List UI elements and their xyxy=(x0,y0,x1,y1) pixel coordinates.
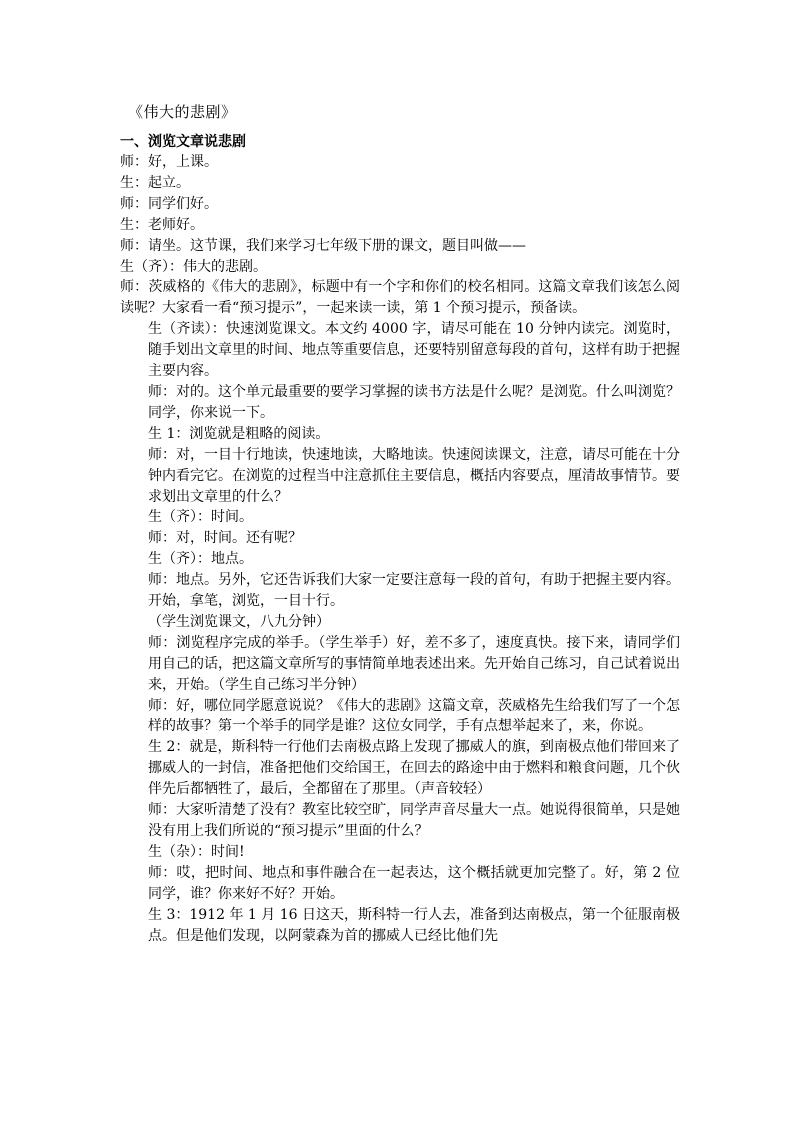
paragraph: 师：好，哪位同学愿意说说？《伟大的悲剧》这篇文章，茨威格先生给我们写了一个怎样的故事？第一个举手的同学是谁？这位女同学，手有点想举起来了，来，你说。 xyxy=(148,697,680,735)
paragraph: 师：对，时间。还有呢？ xyxy=(148,530,302,547)
dialogue-text xyxy=(120,152,680,946)
paragraph: 生（齐）：伟大的悲剧。 xyxy=(120,258,267,275)
section-heading: 一、浏览文章说悲剧 xyxy=(120,134,246,150)
paragraph: 师：请坐。这节课，我们来学习七年级下册的课文，题目叫做—— xyxy=(120,237,526,254)
paragraph: 生（齐）：时间。 xyxy=(148,509,253,526)
paragraph: 师：好，上课。 xyxy=(120,154,218,170)
paragraph: 师：地点。另外，它还告诉我们大家一定要注意每一段的首句，有助于把握主要内容。开始，拿笔，浏览，一目十行。 xyxy=(148,572,680,610)
paragraph: 生 1：浏览就是粗略的阅读。 xyxy=(148,425,330,442)
paragraph: 生 2：就是，斯科特一行他们去南极点路上发现了挪威人的旗，到南极点他们带回来了挪威人的一封信，准备把他们交给国王，在回去的路途中由于燃料和粮食问题，几个伙伴先后都牺牲了，最后，全都留在了那里。（声音较轻） xyxy=(148,739,680,798)
paragraph: 师：对，一目十行地读，快速地读，大略地读。快速阅读课文，注意，请尽可能在十分钟内看完它。在浏览的过程当中注意抓住主要信息，概括内容要点，厘清故事情节。要求划出文章里的什么？ xyxy=(148,446,680,505)
paragraph: 生：老师好。 xyxy=(120,216,204,233)
paragraph: 生：起立。 xyxy=(120,174,190,191)
paragraph: 生 3：1912 年 1 月 16 日这天，斯科特一行人去，准备到达南极点，第一个征服南极点。但是他们发现，以阿蒙森为首的挪威人已经比他们先 xyxy=(148,906,680,944)
paragraph: 师：哎，把时间、地点和事件融合在一起表达，这个概括就更加完整了。好，第 2 位同学，谁？你来好不好？开始。 xyxy=(148,864,680,902)
document-body xyxy=(120,100,680,946)
paragraph: 生（齐）：地点。 xyxy=(148,551,253,568)
paragraph: 生（齐读）：快速浏览课文。本文约 4000 字，请尽可能在 10 分钟内读完。浏览时，随手划出文章里的时间、地点等重要信息，还要特别留意每段的首句，这样有助于把握主要内容。 xyxy=(148,321,680,380)
paragraph: 师：浏览程序完成的举手。（学生举手）好，差不多了，速度真快。接下来，请同学们用自己的话，把这篇文章所写的事情简单地表述出来。先开始自己练习，自己试着说出来，开始。（学生自己练习半分钟） xyxy=(148,634,680,693)
paragraph: 师：茨威格的《伟大的悲剧》，标题中有一个字和你们的校名相同。这篇文章我们该怎么阅读呢？大家看一看“预习提示”，一起来读一读，第 1 个预习提示，预备读。 xyxy=(120,279,680,317)
paragraph: 师：对的。这个单元最重要的要学习掌握的读书方法是什么呢？是浏览。什么叫浏览？同学，你来说一下。 xyxy=(148,383,680,421)
paragraph: （学生浏览课文，八九分钟） xyxy=(148,613,330,630)
paragraph: 师：大家听清楚了没有？教室比较空旷，同学声音尽量大一点。她说得很简单，只是她没有用上我们所说的“预习提示”里面的什么？ xyxy=(148,802,680,839)
document-title: 《伟大的悲剧》 xyxy=(128,103,237,121)
paragraph: 师：同学们好。 xyxy=(120,195,218,212)
paragraph: 生（杂）：时间! xyxy=(148,843,245,860)
